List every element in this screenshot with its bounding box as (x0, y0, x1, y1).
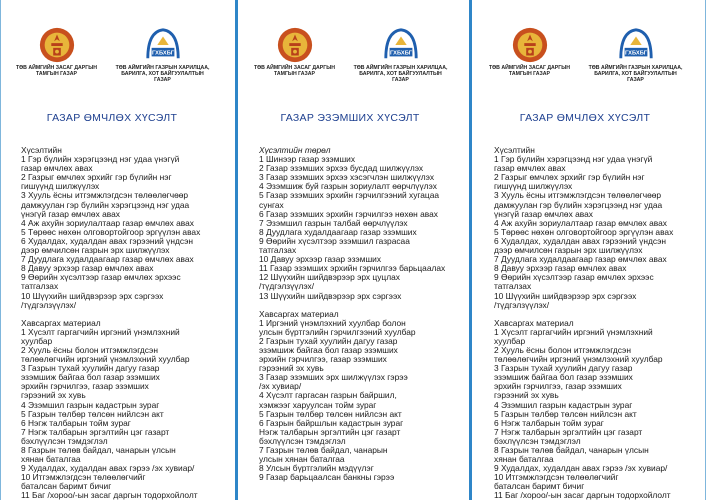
list-item: 3 Хууль ёсны итгэмжлэгдсэн төлөөлөгчөөр дамжуулан гэр бүлийн хэрэгцээнд нэг удаа үнэгүй газар өмчлөх авах (21, 190, 190, 219)
list-item: 9 Өөрийн хүсэлтээр газар өмчлөх эрхээс татгалзах (494, 272, 654, 292)
list-item: 5 Төрөөс нөхөн олговортойгоор эргүүлэн авах (494, 226, 674, 237)
list-item: 6 Газрын байршлын кадастрын зураг (259, 417, 404, 428)
list-item: 1 Гэр бүлийн хэрэгцээнд нэг удаа үнэгүй газар өмчлөх авах (494, 154, 653, 174)
list-item: 9 Өөрийн хүсэлтээр эзэмшил газрасаа татгалзах (259, 235, 410, 256)
soyombo-emblem-icon (38, 26, 76, 64)
logo-row (476, 26, 694, 96)
list-item: 6 Худалдах, худалдан авах гэрээний үндсэн дээр өмчилсөн газрын эрх шилжүүлэх (21, 235, 194, 256)
list-item: 10 Шүүхийн шийдвэрээр эрх сэргээх /түдгэлзүүлэх/ (21, 290, 164, 310)
list-item: 8 Дуудлага худалдаагаар газар эзэмших (259, 226, 417, 237)
logo-caption: ТӨВ АЙМГИЙН ЗАСАГ ДАРГЫН ТАМГЫН ГАЗАР (253, 65, 336, 77)
panel-title: ГАЗАР ЭЗЭМШИХ ХҮСЭЛТ (280, 112, 420, 124)
request-heading: Хүсэлтийн (494, 145, 535, 155)
list-item: 5 Төрөөс нөхөн олговортойгоор эргүүлэн авах (21, 226, 201, 237)
soyombo-emblem-icon (276, 26, 314, 64)
land-agency-logo (115, 26, 210, 83)
list-item: 6 Нэгж талбарын тойм зураг (494, 417, 604, 428)
list-item: 4 Эзэмшиж буй газрын зориулалт өөрчлүүлэх (259, 181, 437, 192)
materials-list (259, 319, 457, 483)
list-item: 8 Улсын бүртгэлийн мэдүүлэг (259, 463, 374, 474)
list-item: 5 Газрын төлбөр төлсөн нийлсэн акт (21, 408, 164, 419)
list-item: 9 Өөрийн хүсэлтээр газар өмчлөх эрхээс татгалзах (21, 272, 181, 292)
aimag-governor-logo (482, 26, 577, 77)
list-item: 4 Аж ахуйн зориулалтаар газар өмчлөх авах (494, 217, 667, 228)
list-item: 10 Итгэмжлэгдсэн төлөөлөгчийг баталсан баримт бичиг (21, 472, 146, 492)
panel-land-ownership-right (476, 0, 694, 500)
svg-text:ГХБХБГ: ГХБХБГ (151, 50, 174, 57)
panel-title: ГАЗАР ӨМЧЛӨХ ХҮСЭЛТ (46, 112, 178, 124)
list-item: 9 Газар барьцаалсан банкны гэрээ (259, 472, 395, 483)
panel-land-possession (241, 0, 459, 500)
list-item: 7 Эзэмшил газрын талбай өөрчлүүлэх (259, 217, 408, 228)
list-item: 3 Газар эзэмших эрх шилжүүлэх гэрээ /эх хувиар/ (259, 372, 408, 392)
list-item: 7 Нэгж талбарын эргэлтийн цэг газарт бэхлүүлсэн тэмдэглэл (494, 426, 643, 446)
list-item: 1 Гэр бүлийн хэрэгцээнд нэг удаа үнэгүй газар өмчлөх авах (21, 154, 180, 174)
list-item: 12 Шүүхийн шийдвэрээр эрх цуцлах /түдгэлзүүлэх/ (259, 272, 400, 292)
list-item: 7 Нэгж талбарын эргэлтийн цэг газарт бэхлүүлсэн тэмдэглэл (21, 426, 170, 446)
land-agency-logo (588, 26, 683, 83)
list-item: 7 Дуудлага худалдаагаар газар өмчлөх авах (494, 254, 667, 265)
land-agency-logo (353, 26, 448, 83)
list-item: 11 Баг /хороо/-ын засаг даргын тодорхойлолт (494, 490, 671, 500)
list-item: 4 Аж ахуйн зориулалтаар газар өмчлөх авах (21, 217, 194, 228)
list-item: 10 Давуу эрхээр газар эзэмших (259, 254, 382, 265)
list-item: 3 Газрын тухай хуулийн дагуу газар эзэмшиж байгаа бол газар эзэмших эрхийн гэрчилгээ, газар эзэмших гэрээний эх хувь (494, 363, 633, 401)
svg-text:ГХБХБГ: ГХБХБГ (624, 50, 647, 57)
materials-heading: Хавсаргах материал (21, 317, 101, 328)
list-item: 13 Шүүхийн шийдвэрээр эрх сэргээх (259, 290, 402, 301)
list-item: 2 Хууль ёсны болон итгэмжлэгдсэн төлөөлөгчийн иргэний үнэмлэхний хуулбар (494, 344, 663, 365)
request-heading: Хүсэлтийн төрөл (259, 145, 331, 155)
request-list (21, 155, 219, 310)
logo-caption: ТӨВ АЙМГИЙН ЗАСАГ ДАРГЫН ТАМГЫН ГАЗАР (15, 65, 98, 77)
logo-caption: ТӨВ АЙМГИЙН ГАЗРЫН ХАРИЛЦАА, БАРИЛГА, ХОТ БАЙГУУЛАЛТЫН ГАЗАР (588, 65, 683, 83)
building-emblem-icon (144, 26, 182, 64)
list-item: Нэгж талбарын эргэлтийн цэг газарт бэхлүүлсэн тэмдэглэл (259, 426, 401, 446)
list-item: 2 Газрыг өмчлөх эрхийг гэр бүлийн нэг гишүүнд шилжүүлэх (21, 172, 172, 192)
list-item: 9 Худалдах, худалдан авах гэрээ /эх хувиар/ (21, 463, 195, 474)
materials-heading: Хавсаргах материал (259, 308, 339, 319)
separator-line (0, 0, 1, 500)
panel-body (494, 146, 692, 500)
building-emblem-icon (382, 26, 420, 64)
list-item: 3 Газрын тухай хуулийн дагуу газар эзэмшиж байгаа бол газар эзэмших эрхийн гэрчилгээ, газар эзэмших гэрээний эх хувь (21, 363, 160, 401)
list-item: 7 Дуудлага худалдаагаар газар өмчлөх авах (21, 254, 194, 265)
list-item: 4 Эзэмшил газрын кадастрын зураг (494, 399, 633, 410)
list-item: 6 Нэгж талбарын тойм зураг (21, 417, 131, 428)
list-item: 1 Шинээр газар эзэмших (259, 154, 356, 165)
list-item: 5 Газрын төлбөр төлсөн нийлсэн акт (259, 408, 402, 419)
list-item: 11 Баг /хороо/-ын засаг даргын тодорхойлолт (21, 490, 198, 500)
list-item: 5 Газар эзэмших эрхийн гэрчилгээний хугацаа сунгах (259, 190, 440, 210)
logo-caption: ТӨВ АЙМГИЙН ГАЗРЫН ХАРИЛЦАА, БАРИЛГА, ХОТ БАЙГУУЛАЛТЫН ГАЗАР (115, 65, 210, 83)
list-item: 8 Давуу эрхээр газар өмчлөх авах (494, 263, 627, 274)
logo-caption: ТӨВ АЙМГИЙН ГАЗРЫН ХАРИЛЦАА, БАРИЛГА, ХОТ БАЙГУУЛАЛТЫН ГАЗАР (353, 65, 448, 83)
list-item: 2 Газрыг өмчлөх эрхийг гэр бүлийн нэг гишүүнд шилжүүлэх (494, 172, 645, 192)
list-item: 10 Шүүхийн шийдвэрээр эрх сэргээх /түдгэлзүүлэх/ (494, 290, 637, 310)
list-item: 10 Итгэмжлэгдсэн төлөөлөгчийг баталсан баримт бичиг (494, 472, 619, 492)
aimag-governor-logo (247, 26, 342, 77)
list-item: 8 Газрын төлөв байдал, чанарын үлсын хянан баталгаа (21, 445, 176, 465)
list-item: 5 Газрын төлбөр төлсөн нийлсэн акт (494, 408, 637, 419)
request-heading: Хүсэлтийн (21, 145, 62, 155)
logo-row (3, 26, 221, 96)
list-item: 11 Газар эзэмших эрхийн гэрчилгээ барьцаалах (259, 263, 446, 274)
svg-text:ГХБХБГ: ГХБХБГ (389, 50, 412, 57)
list-item: 9 Худалдах, худалдан авах гэрээ /эх хувиар/ (494, 463, 668, 474)
list-item: 1 Иргэний үнэмлэхний хуулбар болон улсын бүртгэлийн гэрчилгээний хуулбар (259, 317, 416, 337)
materials-heading: Хавсаргах материал (494, 317, 574, 328)
list-item: 2 Газрын тухай хуулийн дагуу газар эзэмшиж байгаа бол газар эзэмших эрхийн гэрчилгээ, газар эзэмших гэрээний эх хувь (259, 335, 398, 374)
list-item: 2 Газар эзэмших эрхээ бусдад шилжүүлэх (259, 163, 424, 174)
separator-line (469, 0, 472, 500)
aimag-governor-logo (9, 26, 104, 77)
soyombo-emblem-icon (511, 26, 549, 64)
list-item: 4 Эзэмшил газрын кадастрын зураг (21, 399, 160, 410)
list-item: 7 Газрын төлөв байдал, чанарын улсын хянан баталгаа (259, 445, 388, 465)
list-item: 3 Хууль ёсны итгэмжлэгдсэн төлөөлөгчөөр дамжуулан гэр бүлийн хэрэгцээнд нэг удаа үнэгүй газар өмчлөх авах (494, 190, 663, 219)
panel-land-ownership-left (3, 0, 221, 500)
materials-list (21, 328, 219, 500)
list-item: 6 Газар эзэмших эрхийн гэрчилгээ нөхөн авах (259, 208, 438, 219)
list-item: 8 Давуу эрхээр газар өмчлөх авах (21, 263, 154, 274)
list-item: 8 Газрын төлөв байдал, чанарын үлсын хянан баталгаа (494, 445, 649, 465)
logo-caption: ТӨВ АЙМГИЙН ЗАСАГ ДАРГЫН ТАМГЫН ГАЗАР (488, 65, 571, 77)
building-emblem-icon (617, 26, 655, 64)
separator-line (705, 0, 706, 500)
list-item: 2 Хууль ёсны болон итгэмжлэгдсэн төлөөлөгчийн иргэний үнэмлэхний хуулбар (21, 344, 190, 365)
materials-list (494, 328, 692, 500)
panel-title: ГАЗАР ӨМЧЛӨХ ХҮСЭЛТ (519, 112, 651, 124)
list-item: 1 Хүсэлт гаргагчийн иргэний үнэмлэхний хуулбар (21, 326, 180, 346)
list-item: 1 Хүсэлт гаргагчийн иргэний үнэмлэхний хуулбар (494, 326, 653, 346)
list-item: 6 Худалдах, худалдан авах гэрээний үндсэн дээр өмчилсөн газрын эрх шилжүүлэх (494, 235, 667, 256)
request-list (494, 155, 692, 310)
list-item: 3 Газар эзэмших эрхээ хэсэгчлэн шилжүүлэх (259, 172, 435, 183)
logo-row (241, 26, 459, 96)
panel-body (21, 146, 219, 500)
request-list (259, 155, 457, 301)
list-item: 4 Хүсэлт гаргасан газрын байршил, хэмжээг харуулсан тойм зураг (259, 390, 397, 410)
panel-body (259, 146, 457, 482)
separator-line (235, 0, 238, 500)
